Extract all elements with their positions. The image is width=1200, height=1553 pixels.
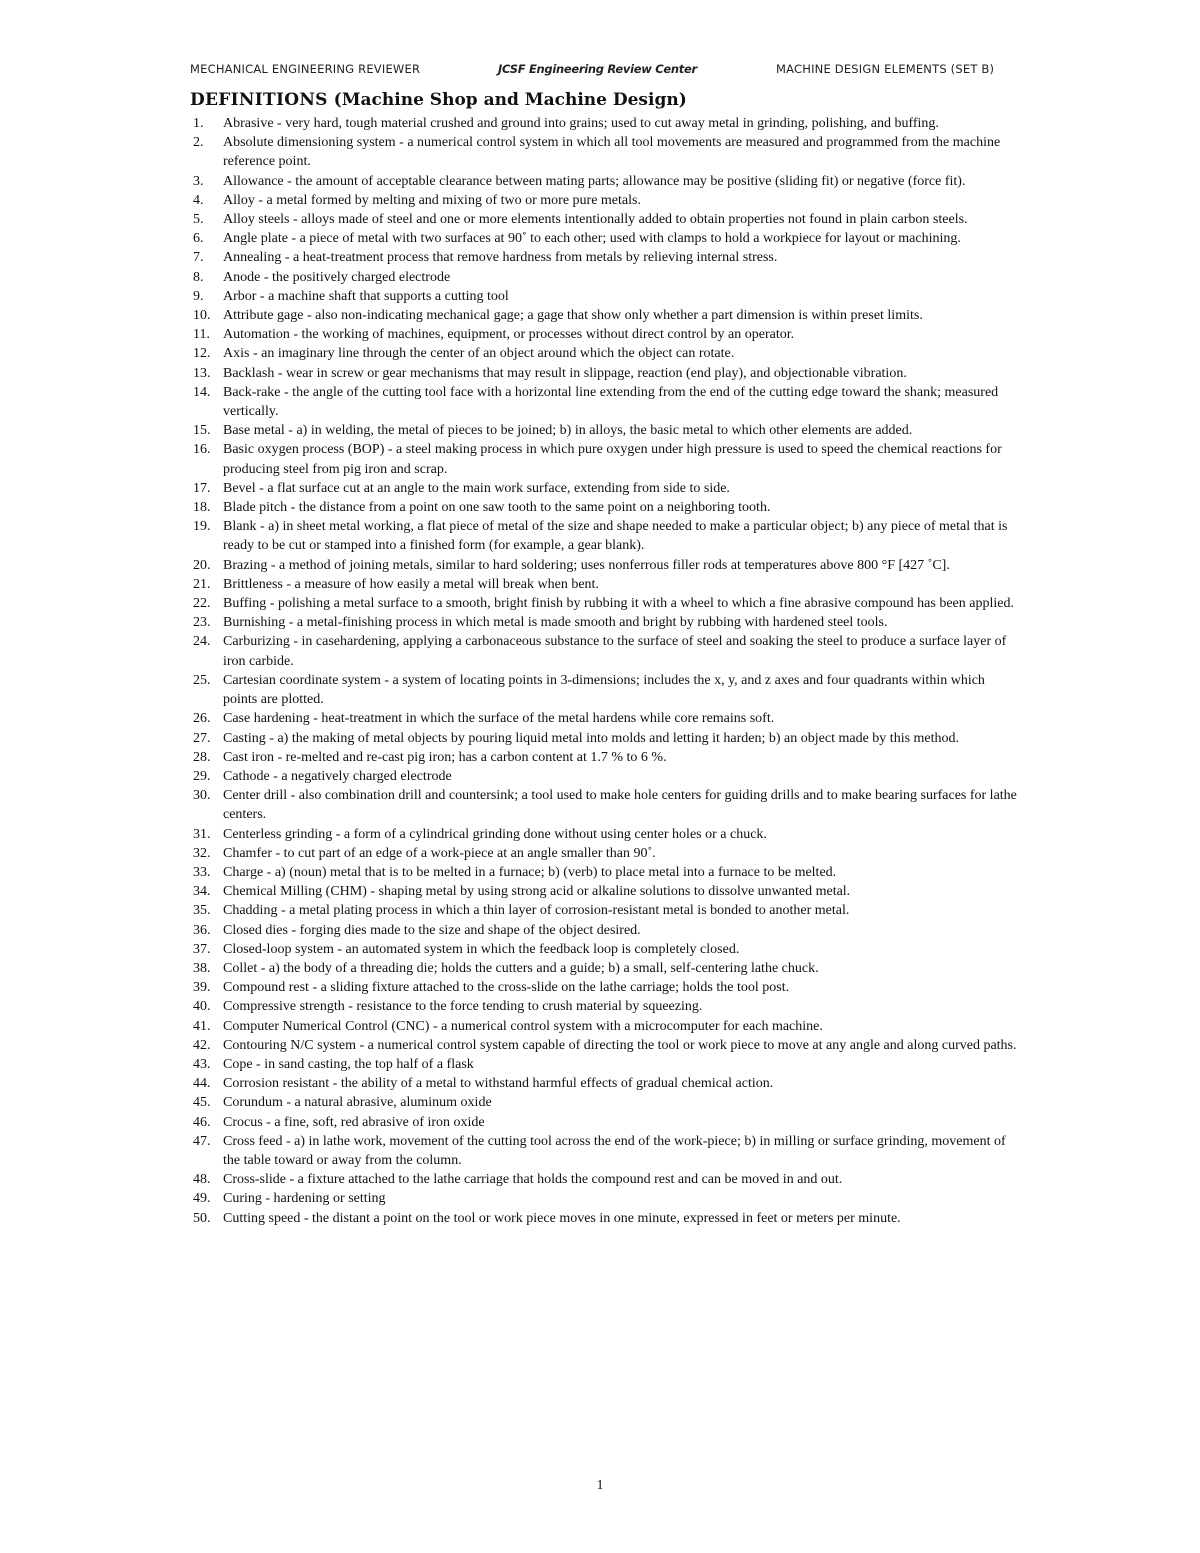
list-item [190,287,1020,306]
list-item [190,594,1020,613]
list-item [190,1170,1020,1189]
list-item-text: Abrasive - very hard, tough material crushed and ground into grains; used to cut away metal in grinding, polishing, and buffing. [223,116,939,131]
list-item-text: Backlash - wear in screw or gear mechanisms that may result in slippage, reaction (end play), and objectionable vibration. [223,365,907,381]
list-item-number: 22. [193,596,211,612]
list-item-number: 9. [193,288,204,304]
list-item [190,133,1020,171]
list-item-text: Basic oxygen process (BOP) - a steel making process in which pure oxygen under high pressure is used to speed the chemical reactions for producing steel from pig iron and scrap. [223,442,1002,477]
list-item-number: 5. [193,212,204,228]
list-item [190,421,1020,440]
list-item-number: 16. [193,442,211,458]
list-item-text: Absolute dimensioning system - a numerical control system in which all tool movements are measured and programmed from the machine reference point. [223,135,1001,170]
list-item [190,575,1020,594]
list-item-number: 21. [193,576,211,592]
list-item-text: Cutting speed - the distant a point on the tool or work piece moves in one minute, expressed in feet or meters per minute. [223,1210,901,1226]
list-item-text: Closed-loop system - an automated system in which the feedback loop is completely closed. [223,941,740,957]
list-item-number: 41. [193,1018,211,1034]
list-item-text: Collet - a) the body of a threading die; holds the cutters and a guide; b) a small, self-centering lathe chuck. [223,960,819,976]
list-item [190,748,1020,767]
list-item [190,1017,1020,1036]
list-item [190,613,1020,632]
list-item-number: 32. [193,845,211,861]
page-number: 1 [596,1478,604,1493]
list-item-text: Back-rake - the angle of the cutting tool face with a horizontal line extending from the end of the cutting edge toward the shank; measured vertically. [223,384,999,420]
list-item [190,671,1020,709]
list-item [190,268,1020,287]
list-item-text: Brazing - a method of joining metals, similar to hard soldering; uses nonferrous filler rods at temperatures above 800 °F [427 ˚C]. [223,557,950,573]
list-item-text: Computer Numerical Control (CNC) - a numerical control system with a microcomputer for each machine. [223,1018,823,1034]
list-item-number: 40. [193,999,211,1015]
list-item-text: Bevel - a flat surface cut at an angle to the main work surface, extending from side to side. [223,480,730,496]
list-item-number: 7. [193,250,204,266]
list-item-text: Corrosion resistant - the ability of a metal to withstand harmful effects of gradual chemical action. [223,1076,774,1092]
list-item [190,709,1020,728]
list-item-number: 13. [193,365,211,381]
list-item [190,325,1020,344]
list-item-text: Axis - an imaginary line through the center of an object around which the object can rotate. [223,346,735,362]
list-item [190,344,1020,363]
list-item-text: Allowance - the amount of acceptable clearance between mating parts; allowance may be positive (sliding fit) or negative (force fit). [223,173,966,189]
list-item-text: Case hardening - heat-treatment in which the surface of the metal hardens while core remains soft. [223,711,775,727]
list-item-text: Annealing - a heat-treatment process that remove hardness from metals by relieving internal stress. [223,250,778,266]
list-item-number: 3. [193,173,204,189]
list-item [190,1074,1020,1093]
list-item-number: 23. [193,615,211,631]
list-item-number: 35. [193,903,211,919]
list-item-number: 27. [193,730,211,746]
header-center-text: JCSF Engineering Review Center [498,62,697,76]
list-item-number: 44. [193,1076,211,1092]
list-item-text: Compound rest - a sliding fixture attached to the cross-slide on the lathe carriage; holds the tool post. [223,980,790,996]
list-item-text: Cartesian coordinate system - a system of locating points in 3-dimensions; includes the x, y, and z axes and four quadrants within which points are plotted. [223,672,985,708]
list-item-text: Blade pitch - the distance from a point on one saw tooth to the same point on a neighboring tooth. [223,500,771,516]
list-item-number: 11. [193,327,210,343]
list-item-text: Automation - the working of machines, equipment, or processes without direct control by an operator. [223,327,795,343]
list-item [190,959,1020,978]
list-item [190,901,1020,920]
list-item-number: 14. [193,384,211,400]
list-item-number: 36. [193,922,211,938]
list-item [190,844,1020,863]
list-item-number: 4. [193,192,204,208]
list-item [190,1036,1020,1055]
list-item-text: Blank - a) in sheet metal working, a flat piece of metal of the size and shape needed to make a particular object; b) any piece of metal that is ready to be cut or stamped into a finished form (for example, a gear blank). [223,519,1008,554]
list-item-number: 26. [193,711,211,727]
list-item [190,306,1020,325]
list-item-number: 19. [193,519,211,535]
section-title [190,90,687,110]
list-item-number: 30. [193,788,211,804]
list-item-number: 1. [193,116,204,131]
list-item-number: 10. [193,308,211,324]
list-item [190,210,1020,229]
section-title-sub: (Machine Shop and Machine Design) [333,90,687,110]
list-item [190,1132,1020,1170]
list-item-number: 24. [193,634,211,650]
list-item [190,248,1020,267]
list-item [190,114,1020,133]
list-item [190,1113,1020,1132]
list-item-number: 31. [193,826,211,842]
list-item-number: 17. [193,480,211,496]
list-item-text: Alloy steels - alloys made of steel and one or more elements intentionally added to obtain properties not found in plain carbon steels. [223,212,968,228]
list-item [190,1209,1020,1228]
list-item-text: Chadding - a metal plating process in which a thin layer of corrosion-resistant metal is bonded to another metal. [223,903,850,919]
list-item [190,364,1020,383]
list-item-number: 47. [193,1133,211,1149]
list-item [190,863,1020,882]
list-item-number: 38. [193,960,211,976]
list-item [190,229,1020,248]
list-item-text: Cast iron - re-melted and re-cast pig iron; has a carbon content at 1.7 % to 6 %. [223,749,667,765]
list-item-number: 29. [193,768,211,784]
list-item [190,729,1020,748]
list-item-number: 12. [193,346,211,362]
list-item-text: Charge - a) (noun) metal that is to be melted in a furnace; b) (verb) to place metal into a furnace to be melted. [223,864,837,880]
list-item-number: 6. [193,231,204,247]
list-item-number: 33. [193,864,211,880]
list-item-text: Center drill - also combination drill and countersink; a tool used to make hole centers for guiding drills and to make bearing surfaces for lathe centers. [223,788,1017,823]
list-item [190,997,1020,1016]
list-item-number: 42. [193,1037,211,1053]
list-item [190,383,1020,421]
list-item-number: 28. [193,749,211,765]
list-item-text: Buffing - polishing a metal surface to a smooth, bright finish by rubbing it with a wheel to which a fine abrasive compound has been applied. [223,596,1014,612]
list-item-number: 8. [193,269,204,285]
list-item-text: Cope - in sand casting, the top half of a flask [223,1056,474,1072]
list-item [190,1093,1020,1112]
list-item [190,767,1020,786]
list-item-number: 50. [193,1210,211,1226]
list-item [190,191,1020,210]
list-item [190,1189,1020,1208]
list-item-number: 46. [193,1114,211,1130]
list-item [190,498,1020,517]
list-item [190,556,1020,575]
list-item-text: Corundum - a natural abrasive, aluminum oxide [223,1095,492,1111]
list-item [190,517,1020,555]
list-item [190,172,1020,191]
list-item-number: 34. [193,884,211,900]
list-item-text: Cross-slide - a fixture attached to the lathe carriage that holds the compound rest and can be moved in and out. [223,1172,843,1188]
list-item-number: 43. [193,1056,211,1072]
list-item-text: Crocus - a fine, soft, red abrasive of iron oxide [223,1114,485,1130]
list-item [190,632,1020,670]
list-item-number: 45. [193,1095,211,1111]
header-right-text: MACHINE DESIGN ELEMENTS (SET B) [776,62,995,76]
page-header [190,62,1020,80]
list-item [190,440,1020,478]
list-item [190,940,1020,959]
list-item [190,786,1020,824]
list-item [190,978,1020,997]
list-item [190,921,1020,940]
list-item-number: 15. [193,423,211,439]
list-item-text: Carburizing - in casehardening, applying a carbonaceous substance to the surface of steel and soaking the steel to produce a surface layer of iron carbide. [223,634,1007,669]
list-item [190,479,1020,498]
list-item-text: Casting - a) the making of metal objects by pouring liquid metal into molds and letting it harden; b) an object made by this method. [223,730,960,746]
list-item-text: Cathode - a negatively charged electrode [223,768,452,784]
list-item-text: Brittleness - a measure of how easily a metal will break when bent. [223,576,599,592]
list-item-text: Chamfer - to cut part of an edge of a work-piece at an angle smaller than 90˚. [223,845,656,861]
list-item-text: Anode - the positively charged electrode [223,269,451,285]
list-item-number: 37. [193,941,211,957]
list-item [190,1055,1020,1074]
definitions-list [190,114,1020,1228]
section-title-main: DEFINITIONS [190,90,328,110]
list-item-number: 18. [193,500,211,516]
list-item-text: Burnishing - a metal-finishing process in which metal is made smooth and bright by rubbing with hardened steel tools. [223,615,888,631]
list-item-text: Closed dies - forging dies made to the size and shape of the object desired. [223,922,641,938]
list-item-text: Arbor - a machine shaft that supports a cutting tool [223,288,509,304]
list-item-text: Compressive strength - resistance to the force tending to crush material by squeezing. [223,999,703,1015]
list-item-number: 25. [193,672,211,688]
list-item-text: Contouring N/C system - a numerical control system capable of directing the tool or work piece to move at any angle and along curved paths. [223,1037,1017,1053]
list-item-text: Curing - hardening or setting [223,1191,386,1207]
header-left-text: MECHANICAL ENGINEERING REVIEWER [190,62,421,76]
list-item-number: 39. [193,980,211,996]
list-item-text: Chemical Milling (CHM) - shaping metal by using strong acid or alkaline solutions to dissolve unwanted metal. [223,884,851,900]
list-item [190,825,1020,844]
list-item-number: 49. [193,1191,211,1207]
list-item-number: 2. [193,135,204,151]
list-item-text: Cross feed - a) in lathe work, movement of the cutting tool across the end of the work-piece; b) in milling or surface grinding, movement of the table toward or away from the column. [223,1133,1006,1168]
list-item-text: Base metal - a) in welding, the metal of pieces to be joined; b) in alloys, the basic metal to which other elements are added. [223,423,913,439]
list-item-number: 48. [193,1172,211,1188]
list-item-text: Centerless grinding - a form of a cylindrical grinding done without using center holes or a chuck. [223,826,767,842]
list-item [190,882,1020,901]
list-item-text: Angle plate - a piece of metal with two surfaces at 90˚ to each other; used with clamps to hold a workpiece for layout or machining. [223,231,961,247]
list-item-text: Alloy - a metal formed by melting and mixing of two or more pure metals. [223,192,641,208]
list-item-text: Attribute gage - also non-indicating mechanical gage; a gage that show only whether a part dimension is within preset limits. [223,308,923,324]
list-item-number: 20. [193,557,211,573]
